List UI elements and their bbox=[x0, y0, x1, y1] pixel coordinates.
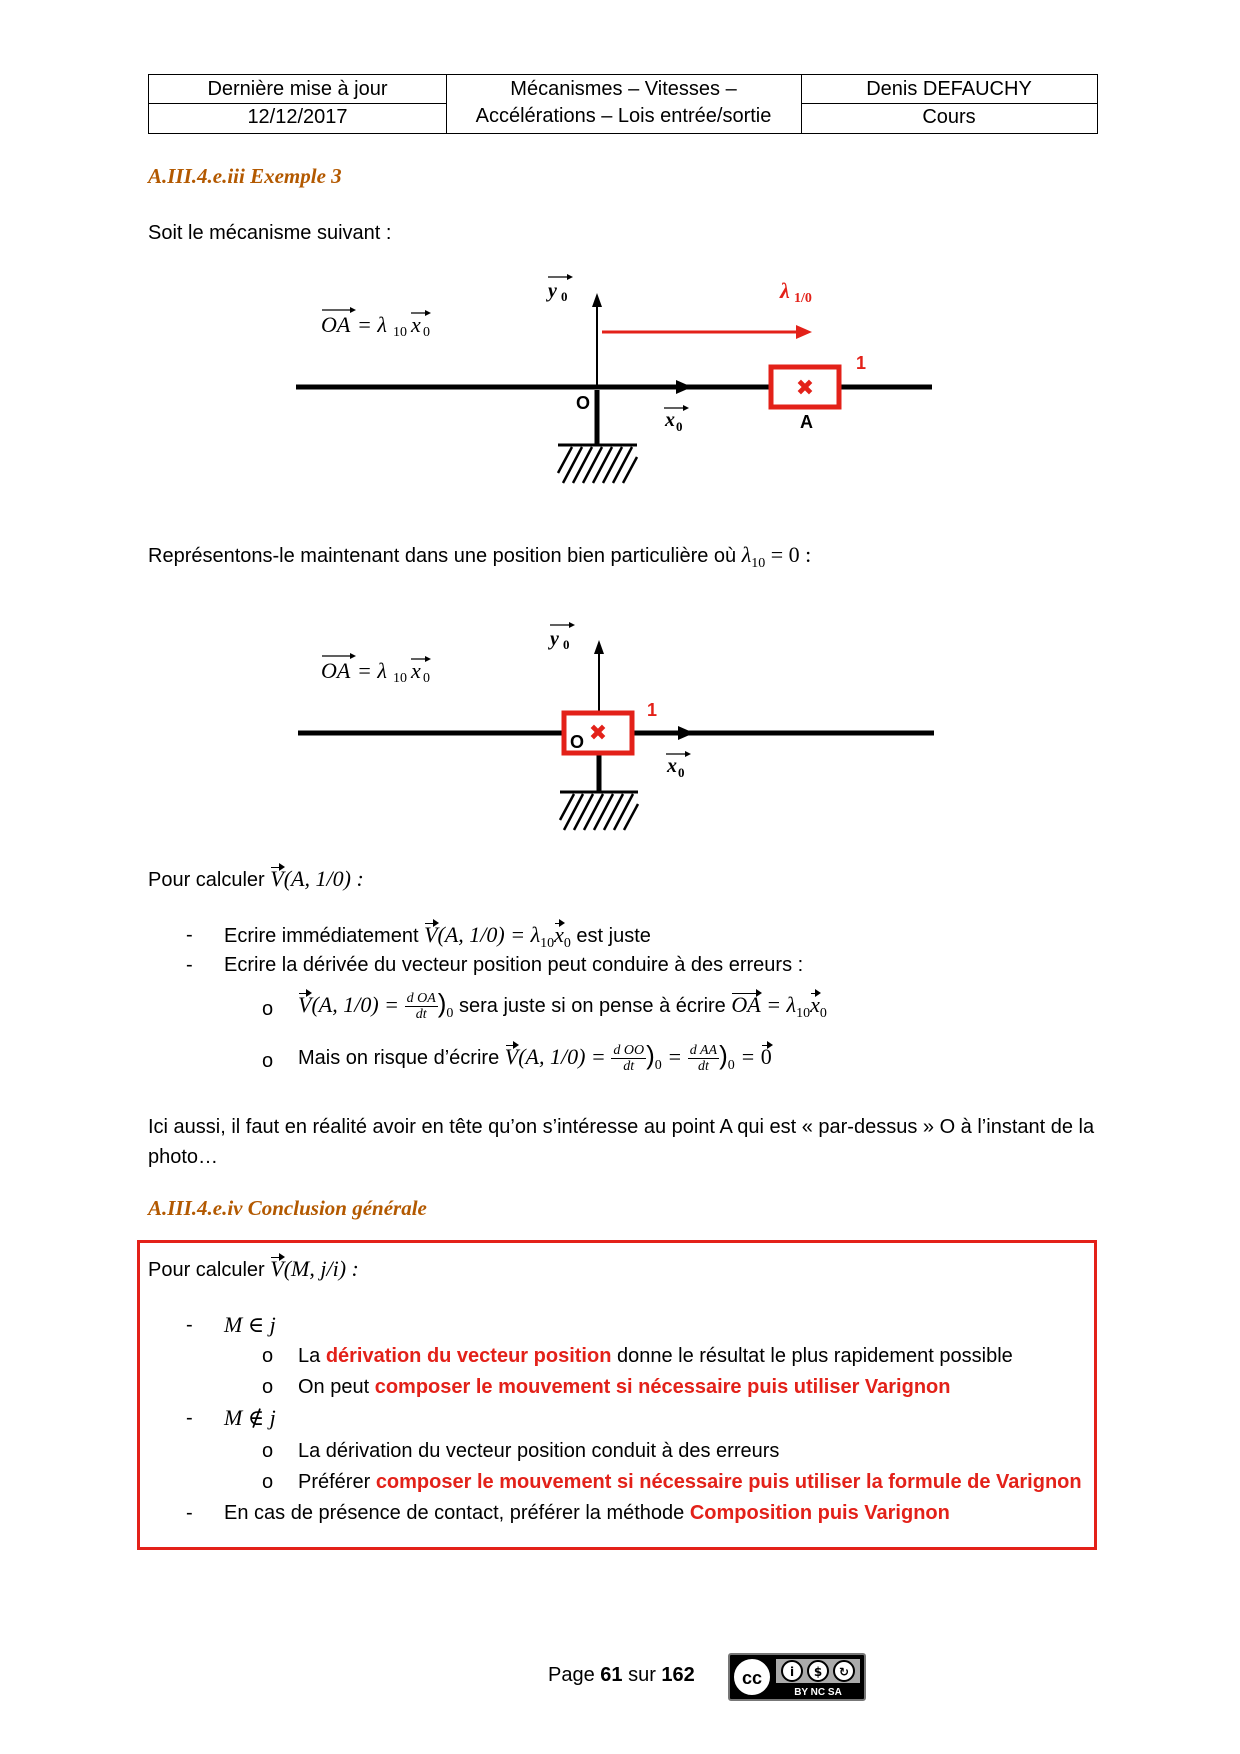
svg-text:i: i bbox=[789, 1665, 795, 1679]
dash-icon: - bbox=[186, 1407, 193, 1429]
x0-label bbox=[666, 751, 691, 780]
ground-icon bbox=[558, 445, 637, 483]
mechanism-diagram-2 bbox=[280, 612, 960, 842]
dash-icon: - bbox=[186, 1502, 193, 1524]
circle-bullet-icon: o bbox=[262, 1050, 274, 1072]
y0-label bbox=[548, 622, 575, 652]
case-2-item-b: Préférer composer le mouvement si nécessaire puis utiliser la formule de Varignon bbox=[298, 1471, 1082, 1493]
point-o-label: O bbox=[570, 732, 585, 752]
page-number: Page 61 sur 162 bbox=[548, 1664, 695, 1686]
ground-icon bbox=[560, 792, 638, 830]
case-3: En cas de présence de contact, préférer la méthode Composition puis Varignon bbox=[224, 1502, 950, 1524]
case-1-item-b: On peut composer le mouvement si nécessaire puis utiliser Varignon bbox=[298, 1376, 951, 1398]
svg-text:BY NC SA: BY NC SA bbox=[794, 1687, 842, 1698]
sub-bullet-1: V(A, 1/0) = $\frac{\text{d OA}}{dt}$ )$_0$ sera juste si on pense à écrire OA = $\lambda_{10}x_0$ bbox=[298, 988, 827, 1023]
case-1-label: M ∈ j bbox=[224, 1312, 276, 1337]
svg-text:$: $ bbox=[813, 1665, 823, 1679]
svg-text:0: 0 bbox=[676, 419, 683, 434]
point-a-marker-icon: ✖ bbox=[795, 376, 815, 401]
header-date: 12/12/2017 bbox=[247, 106, 348, 128]
calc-intro: Pour calculer V(A, 1/0) : bbox=[148, 866, 364, 891]
svg-text:0: 0 bbox=[563, 637, 570, 652]
relation-oa bbox=[321, 307, 431, 340]
svg-text:↻: ↻ bbox=[838, 1665, 850, 1679]
svg-text:x: x bbox=[411, 312, 421, 337]
x0-label bbox=[664, 405, 689, 434]
section-title-example3: A.III.4.e.iii Exemple 3 bbox=[148, 164, 342, 188]
header-title-line1: Mécanismes – Vitesses – bbox=[510, 78, 737, 100]
header-update-label: Dernière mise à jour bbox=[207, 78, 388, 100]
point-marker-icon: ✖ bbox=[588, 721, 608, 746]
section-title-conclusion: A.III.4.e.iv Conclusion générale bbox=[148, 1196, 427, 1220]
svg-text:0: 0 bbox=[561, 289, 568, 304]
x0-axis-arrow bbox=[676, 380, 692, 394]
intro-text: Soit le mécanisme suivant : bbox=[148, 222, 392, 244]
svg-text:y: y bbox=[550, 628, 559, 650]
svg-text:x: x bbox=[667, 755, 677, 777]
body-label: 1 bbox=[856, 353, 867, 373]
lambda-label bbox=[779, 278, 812, 306]
svg-text:10: 10 bbox=[393, 325, 407, 340]
svg-text:= λ: = λ bbox=[357, 312, 387, 337]
dash-icon: - bbox=[186, 1314, 193, 1336]
point-o-label: O bbox=[576, 393, 591, 413]
svg-text:y: y bbox=[548, 280, 557, 302]
svg-text:λ: λ bbox=[780, 278, 790, 303]
header-doc-type: Cours bbox=[922, 106, 976, 128]
svg-text:OA: OA bbox=[321, 312, 351, 337]
svg-text:OA: OA bbox=[321, 658, 351, 683]
svg-text:x: x bbox=[665, 409, 675, 431]
case-2-item-a: La dérivation du vecteur position conduit à des erreurs bbox=[298, 1440, 780, 1462]
header-author: Denis DEFAUCHY bbox=[866, 78, 1032, 100]
svg-text:0: 0 bbox=[423, 671, 430, 686]
bullet-1: Ecrire immédiatement V(A, $1/0) = \lambda_{10}x_0$ est juste bbox=[224, 922, 651, 951]
header-table bbox=[148, 74, 1098, 134]
svg-text:10: 10 bbox=[393, 671, 407, 686]
point-a-label: A bbox=[800, 412, 813, 432]
svg-text:0: 0 bbox=[423, 325, 430, 340]
svg-text:0: 0 bbox=[678, 765, 685, 780]
circle-bullet-icon: o bbox=[262, 1345, 274, 1367]
circle-bullet-icon: o bbox=[262, 1471, 274, 1493]
x0-axis-arrow bbox=[678, 726, 694, 740]
circle-bullet-icon: o bbox=[262, 1440, 274, 1462]
y0-label bbox=[546, 274, 573, 304]
sub-bullet-2: Mais on risque d’écrire V(A, 1/0) = $\frac{\text{d OO}}{dt}$ )$_0$ = $\frac{\text{d AA}}{dt}$ )$_0 = 0$ bbox=[298, 1040, 772, 1075]
relation-oa bbox=[321, 653, 431, 686]
bullet-2: Ecrire la dérivée du vecteur position peut conduire à des erreurs : bbox=[224, 954, 804, 976]
case-2-label: M ∉ j bbox=[224, 1405, 276, 1430]
particular-position-text: Représentons-le maintenant dans une position bien particulière où $\lambda_{10} = 0$ : bbox=[148, 542, 812, 571]
circle-bullet-icon: o bbox=[262, 998, 274, 1020]
svg-text:= λ: = λ bbox=[357, 658, 387, 683]
header-title-line2: Accélérations – Lois entrée/sortie bbox=[475, 105, 772, 127]
circle-bullet-icon: o bbox=[262, 1376, 274, 1398]
case-1-item-a: La dérivation du vecteur position donne le résultat le plus rapidement possible bbox=[298, 1345, 1013, 1367]
svg-text:cc: cc bbox=[741, 1668, 763, 1688]
body-label: 1 bbox=[647, 700, 658, 720]
svg-text:x: x bbox=[411, 658, 421, 683]
remark-paragraph: Ici aussi, il faut en réalité avoir en tête qu’on s’intéresse au point A qui est « par-dessus » O à l’instant de la photo… bbox=[148, 1116, 1095, 1168]
dash-icon: - bbox=[186, 954, 193, 976]
cc-license-icon bbox=[728, 1653, 866, 1701]
mechanism-diagram-1 bbox=[280, 265, 960, 495]
svg-text:1/0: 1/0 bbox=[794, 291, 812, 306]
dash-icon: - bbox=[186, 924, 193, 946]
conclusion-intro: Pour calculer V(M, j/i) : bbox=[148, 1256, 359, 1281]
